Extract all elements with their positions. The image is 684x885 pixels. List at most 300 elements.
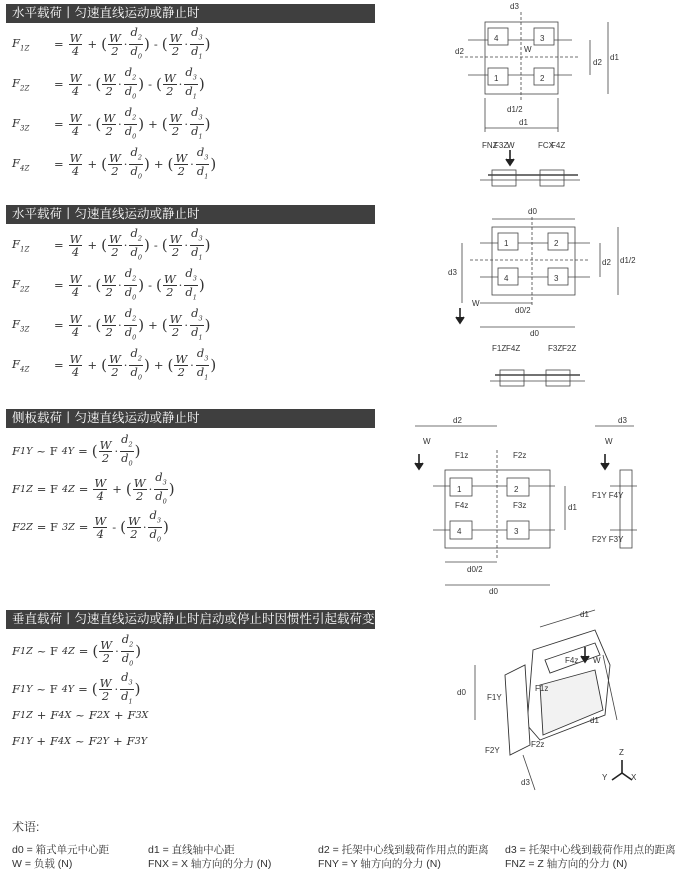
diagram-2-dim-label: d3 xyxy=(448,268,457,277)
equals-sign: = xyxy=(54,117,64,131)
term-c-sub: 2X xyxy=(96,709,110,721)
denominator-text: 4 xyxy=(71,43,80,58)
equation-row xyxy=(12,433,140,469)
fraction-denominator xyxy=(111,165,118,177)
fraction-denominator xyxy=(72,85,79,97)
fraction xyxy=(108,353,122,378)
denominator-text: d xyxy=(121,450,129,465)
numerator-text: W xyxy=(103,70,116,85)
equation-lhs xyxy=(12,116,50,132)
fraction xyxy=(93,477,107,502)
diagram-4-force-label: F2z xyxy=(531,740,545,749)
lhs-subscript: 2Z xyxy=(19,521,33,533)
open-paren: ( xyxy=(95,275,102,294)
denominator-sub: 1 xyxy=(192,292,197,301)
operator: + xyxy=(113,734,123,748)
diagram-4-w-label: W xyxy=(593,656,601,665)
load-arrow-icon xyxy=(601,454,609,469)
term-fnx: FNX = X 轴方向的分力 (N) xyxy=(148,858,272,870)
numerator-sub: 2 xyxy=(132,314,137,323)
denominator-sub: 0 xyxy=(132,292,137,301)
close-paren: ) xyxy=(138,74,145,93)
numerator-text: W xyxy=(127,513,140,528)
equation-lhs xyxy=(12,237,50,253)
fraction-denominator xyxy=(125,326,137,343)
diagram-2-block-label: 4 xyxy=(504,274,509,283)
lhs-symbol: F xyxy=(12,682,20,696)
denominator-sub: 0 xyxy=(132,91,137,100)
fraction-denominator xyxy=(103,652,110,664)
diagram-3-dim-label: d0 xyxy=(489,587,498,596)
fraction-denominator xyxy=(105,286,112,298)
numerator-sub: 3 xyxy=(192,274,197,283)
term-c: F xyxy=(88,734,97,748)
fraction xyxy=(69,313,83,338)
diagram-2-w-label: W xyxy=(472,299,480,308)
diagram-2-force-label: F1Z xyxy=(492,344,507,353)
fraction xyxy=(69,353,83,378)
denominator-sub: 1 xyxy=(204,372,209,381)
section-2-title: 水平载荷丨匀速直线运动或静止时 xyxy=(6,205,375,224)
fraction-denominator xyxy=(155,490,167,507)
fraction-denominator xyxy=(197,366,209,383)
fraction xyxy=(190,227,204,263)
numerator-text: d xyxy=(191,226,199,241)
lhs-subscript: 3Z xyxy=(19,325,30,334)
numerator-text: d xyxy=(185,65,193,80)
fraction-denominator xyxy=(102,690,109,702)
load-arrow-icon xyxy=(456,308,464,323)
equals-sign: = xyxy=(54,37,64,51)
open-paren: ( xyxy=(161,34,168,53)
numerator-text: W xyxy=(169,110,182,125)
equals-sign: = xyxy=(78,482,89,496)
operator: - xyxy=(87,278,92,292)
denominator-text: d xyxy=(196,163,205,178)
fraction-denominator xyxy=(191,125,203,142)
multiply-dot: · xyxy=(118,278,122,292)
fraction xyxy=(169,313,183,338)
section-4-title: 垂直载荷丨匀速直线运动或静止时启动或停止时因惯性引起载荷变化 xyxy=(6,610,375,629)
term-fny: FNY = Y 轴方向的分力 (N) xyxy=(318,858,441,870)
fraction-denominator xyxy=(191,246,203,263)
numerator-sub: 3 xyxy=(204,354,209,363)
equals-sign: = xyxy=(54,238,64,252)
axis-y-label: Y xyxy=(602,773,608,782)
fraction-denominator xyxy=(172,45,179,57)
multiply-dot: · xyxy=(184,318,189,332)
fraction xyxy=(133,477,147,502)
lhs-subscript: 4Z xyxy=(19,365,30,374)
operator: ~ xyxy=(75,708,85,722)
term-fnz: FNZ = Z 轴方向的分力 (N) xyxy=(505,858,628,870)
fraction-denominator xyxy=(166,286,173,298)
diagram-3-w-label: W xyxy=(423,437,431,446)
numerator-sub: 3 xyxy=(156,516,161,525)
numerator-text: W xyxy=(69,110,82,125)
close-paren: ) xyxy=(198,275,205,294)
diagram-4-dim-label: d1 xyxy=(580,610,589,619)
diagram-2-block-label: 1 xyxy=(504,239,509,248)
fraction-numerator xyxy=(129,347,143,365)
close-paren: ) xyxy=(143,355,150,374)
fraction-numerator xyxy=(148,509,162,527)
diagram-1-force-label: FCX xyxy=(538,141,554,150)
denominator-text: 2 xyxy=(101,450,110,465)
lhs-symbol: F xyxy=(12,316,20,331)
denominator-sub: 1 xyxy=(198,131,203,140)
denominator-text: d xyxy=(121,688,129,703)
numerator-text: d xyxy=(121,670,129,685)
diagram-1-block-label: 3 xyxy=(540,34,545,43)
fraction-denominator xyxy=(172,326,179,338)
multiply-dot: · xyxy=(190,157,194,171)
equals-sign: = xyxy=(54,318,64,332)
fraction xyxy=(121,633,135,669)
denominator-text: d xyxy=(121,650,130,665)
diagram-1-dim-label: d2 xyxy=(455,47,464,56)
lhs-symbol: F xyxy=(12,155,20,170)
denominator-text: 2 xyxy=(177,163,185,178)
fraction-denominator xyxy=(105,326,112,338)
fraction-numerator xyxy=(196,146,210,164)
denominator-text: d xyxy=(130,43,138,58)
open-paren: ( xyxy=(155,275,162,294)
diagram-1-force-label: F3Z xyxy=(494,141,509,150)
fraction-numerator xyxy=(184,66,198,84)
operator: + xyxy=(148,117,158,131)
denominator-text: 2 xyxy=(166,83,174,98)
fraction-denominator xyxy=(172,125,179,137)
operator: + xyxy=(87,37,98,51)
diagram-3-force-label: F1Y F4Y xyxy=(592,491,624,500)
fraction xyxy=(99,677,113,702)
diagram-3-force-label: F4z xyxy=(455,501,469,510)
fraction-denominator xyxy=(111,366,118,378)
multiply-dot: · xyxy=(190,358,194,372)
denominator-text: d xyxy=(130,244,138,259)
operator: + xyxy=(87,157,98,171)
open-paren: ( xyxy=(95,315,102,334)
numerator-text: W xyxy=(108,30,121,45)
diagram-2-dim-label: d0 xyxy=(528,207,537,216)
close-paren: ) xyxy=(168,479,175,498)
fraction xyxy=(102,72,116,97)
diagram-3-block-label: 2 xyxy=(514,485,519,494)
term-c: F xyxy=(88,708,97,722)
fraction xyxy=(99,639,113,664)
lhs-symbol: F xyxy=(12,520,20,534)
denominator-text: 2 xyxy=(171,123,180,138)
close-paren: ) xyxy=(138,315,145,334)
fraction-denominator xyxy=(178,165,185,177)
denominator-sub: 0 xyxy=(137,252,142,261)
denominator-text: d xyxy=(191,123,199,138)
term-b: F xyxy=(50,734,59,748)
term-a: F xyxy=(12,708,20,722)
multiply-dot: · xyxy=(184,37,189,51)
fraction xyxy=(163,72,177,97)
diagram-2-force-label: F4Z xyxy=(506,344,521,353)
diagram-2-force-label: F3Z xyxy=(548,344,563,353)
denominator-text: 4 xyxy=(71,163,80,178)
diagram-side-load xyxy=(405,410,655,595)
equation-row xyxy=(12,671,140,707)
load-arrow-icon xyxy=(506,150,514,165)
fraction xyxy=(124,307,138,343)
denominator-text: 2 xyxy=(111,364,119,379)
lhs-subscript: 2Z xyxy=(19,285,30,294)
fraction xyxy=(174,152,188,177)
fraction xyxy=(163,273,177,298)
mid-subscript: 4Z xyxy=(62,645,75,657)
fraction xyxy=(124,66,138,102)
fraction-denominator xyxy=(97,490,104,502)
denominator-text: 4 xyxy=(96,488,104,503)
fraction-denominator xyxy=(185,85,197,102)
equation-row xyxy=(12,307,210,343)
multiply-dot: · xyxy=(123,238,128,252)
close-paren: ) xyxy=(210,154,217,173)
fraction-denominator xyxy=(197,165,209,182)
numerator-text: d xyxy=(130,346,138,361)
lhs-subscript: 1Y xyxy=(19,445,33,457)
fraction-denominator xyxy=(111,246,118,258)
fraction-denominator xyxy=(166,85,173,97)
term-d3: d3 = 托架中心线到载荷作用点的距离 xyxy=(505,844,676,856)
operator: + xyxy=(87,238,98,252)
denominator-sub: 0 xyxy=(132,131,137,140)
diagram-1-block-label: 1 xyxy=(494,74,499,83)
denominator-text: d xyxy=(155,488,163,503)
numerator-text: W xyxy=(94,475,107,490)
diagram-2-block-label: 3 xyxy=(554,274,559,283)
fraction-denominator xyxy=(72,326,79,338)
diagram-1-force-label: FNZ xyxy=(482,141,498,150)
denominator-text: d xyxy=(124,83,133,98)
fraction-numerator xyxy=(120,671,134,689)
fraction-denominator xyxy=(130,528,137,540)
diagram-1-dim-label: d3 xyxy=(510,2,519,11)
diagram-2-block-label: 2 xyxy=(554,239,559,248)
numerator-sub: 2 xyxy=(132,73,137,82)
lhs-subscript: 3Z xyxy=(19,124,30,133)
fraction-denominator xyxy=(178,366,185,378)
numerator-text: d xyxy=(124,306,133,321)
close-paren: ) xyxy=(135,641,142,660)
numerator-sub: 3 xyxy=(198,314,203,323)
diagram-2-dim-label: d0 xyxy=(530,329,539,338)
diagram-1-w-label: W xyxy=(524,45,532,54)
open-paren: ( xyxy=(101,154,107,173)
term-d: F xyxy=(126,734,135,748)
lhs-symbol: F xyxy=(12,482,20,496)
equation-row xyxy=(12,704,148,726)
numerator-sub: 2 xyxy=(129,640,134,649)
fraction xyxy=(129,227,143,263)
open-paren: ( xyxy=(101,235,107,254)
numerator-text: W xyxy=(103,271,116,286)
lhs-subscript: 4Z xyxy=(19,164,30,173)
term-a-sub: 1Y xyxy=(19,735,33,747)
numerator-sub: 2 xyxy=(132,113,137,122)
equation-row xyxy=(12,146,216,182)
close-paren: ) xyxy=(162,517,169,536)
fraction xyxy=(69,233,83,258)
operator: - xyxy=(148,77,152,91)
close-paren: ) xyxy=(204,114,211,133)
diagram-1-dim-label: d1/2 xyxy=(507,105,523,114)
fraction-numerator xyxy=(124,66,138,84)
multiply-dot: · xyxy=(123,358,128,372)
operator: + xyxy=(36,734,47,748)
fraction-numerator xyxy=(120,433,134,451)
fraction xyxy=(169,32,183,57)
numerator-text: W xyxy=(69,311,82,326)
denominator-sub: 1 xyxy=(198,252,203,261)
denominator-text: d xyxy=(149,526,157,541)
fraction-denominator xyxy=(72,45,79,57)
equals-sign: = xyxy=(78,444,88,458)
operator: + xyxy=(153,157,164,171)
fraction-denominator xyxy=(105,125,112,137)
open-paren: ( xyxy=(120,517,126,536)
equation-row xyxy=(12,471,175,507)
equation-mid: = F xyxy=(36,520,59,534)
diagram-4-force-label: F2Y xyxy=(485,746,500,755)
numerator-text: W xyxy=(175,351,188,366)
close-paren: ) xyxy=(138,275,145,294)
denominator-text: 2 xyxy=(177,364,185,379)
lhs-symbol: F xyxy=(12,644,20,658)
diagram-3-force-label: F3z xyxy=(513,501,527,510)
close-paren: ) xyxy=(198,74,205,93)
equation-row xyxy=(12,227,210,263)
equation-row xyxy=(12,106,210,142)
diagram-vertical-load xyxy=(445,605,665,800)
mid-subscript: 3Z xyxy=(62,521,75,533)
numerator-text: W xyxy=(69,271,82,286)
denominator-text: 2 xyxy=(171,43,180,58)
fraction xyxy=(124,106,138,142)
operator: - xyxy=(148,278,152,292)
multiply-dot: · xyxy=(123,157,128,171)
lhs-symbol: F xyxy=(12,35,20,50)
numerator-text: W xyxy=(108,231,121,246)
open-paren: ( xyxy=(92,641,99,660)
lhs-subscript: 1Z xyxy=(19,645,33,657)
operator: - xyxy=(87,77,92,91)
fraction xyxy=(69,112,83,137)
multiply-dot: · xyxy=(178,77,183,91)
lhs-subscript: 2Z xyxy=(19,84,30,93)
diagram-3-dim-label: d3 xyxy=(618,416,627,425)
close-paren: ) xyxy=(134,441,141,460)
diagram-3-block-label: 1 xyxy=(457,485,462,494)
operator: - xyxy=(87,117,92,131)
fraction-denominator xyxy=(111,45,118,57)
diagram-3-dim-label: d0/2 xyxy=(467,565,483,574)
numerator-text: d xyxy=(130,25,138,40)
term-w: W = 负载 (N) xyxy=(12,858,73,870)
denominator-text: d xyxy=(191,43,199,58)
denominator-text: 4 xyxy=(96,526,104,541)
numerator-sub: 2 xyxy=(137,234,142,243)
term-d1: d1 = 直线轴中心距 xyxy=(148,844,235,856)
equals-sign: = xyxy=(78,682,88,696)
fraction-denominator xyxy=(72,366,79,378)
equation-row xyxy=(12,509,169,545)
denominator-sub: 0 xyxy=(137,51,142,60)
fraction xyxy=(148,509,162,545)
multiply-dot: · xyxy=(184,238,189,252)
fraction-numerator xyxy=(190,227,204,245)
lhs-symbol: F xyxy=(12,75,20,90)
diagram-horizontal-load-2 xyxy=(440,205,636,395)
terms-title: 术语: xyxy=(12,820,40,834)
mid-subscript: 4Y xyxy=(61,445,75,457)
diagram-1-w-label: W xyxy=(507,141,515,150)
fraction xyxy=(93,515,107,540)
diagram-2-dim-label: d2 xyxy=(602,258,611,267)
fraction xyxy=(108,152,122,177)
open-paren: ( xyxy=(95,114,102,133)
numerator-sub: 2 xyxy=(137,354,142,363)
numerator-text: d xyxy=(196,145,205,160)
term-d: F xyxy=(127,708,136,722)
denominator-sub: 1 xyxy=(128,696,133,705)
denominator-sub: 1 xyxy=(198,332,203,341)
denominator-text: d xyxy=(124,284,133,299)
operator: ~ xyxy=(74,734,85,748)
close-paren: ) xyxy=(138,114,145,133)
equation-lhs xyxy=(12,357,50,373)
fraction xyxy=(69,32,83,57)
fraction xyxy=(69,72,83,97)
close-paren: ) xyxy=(204,315,211,334)
fraction-denominator xyxy=(130,165,142,182)
lhs-symbol: F xyxy=(12,444,20,458)
lhs-symbol: F xyxy=(12,115,20,130)
numerator-sub: 2 xyxy=(137,153,142,162)
open-paren: ( xyxy=(95,74,102,93)
numerator-text: W xyxy=(103,311,116,326)
denominator-text: d xyxy=(185,284,193,299)
multiply-dot: · xyxy=(123,37,128,51)
denominator-sub: 1 xyxy=(192,91,197,100)
open-paren: ( xyxy=(101,34,107,53)
fraction-denominator xyxy=(121,452,133,469)
diagram-2-force-label: F2Z xyxy=(562,344,577,353)
denominator-text: 2 xyxy=(101,688,110,703)
fraction-denominator xyxy=(125,286,137,303)
diagram-3-force-label: F1z xyxy=(455,451,469,460)
fraction-denominator xyxy=(122,652,134,669)
fraction xyxy=(102,313,116,338)
numerator-text: W xyxy=(163,271,176,286)
fraction xyxy=(184,66,198,102)
denominator-sub: 0 xyxy=(129,658,134,667)
numerator-text: d xyxy=(121,632,130,647)
term-d-sub: 3X xyxy=(135,709,149,721)
open-paren: ( xyxy=(167,355,174,374)
equation-lhs xyxy=(12,277,50,293)
numerator-text: d xyxy=(130,145,138,160)
open-paren: ( xyxy=(91,679,98,698)
denominator-sub: 1 xyxy=(204,171,209,180)
numerator-text: W xyxy=(103,110,116,125)
fraction-denominator xyxy=(105,85,112,97)
